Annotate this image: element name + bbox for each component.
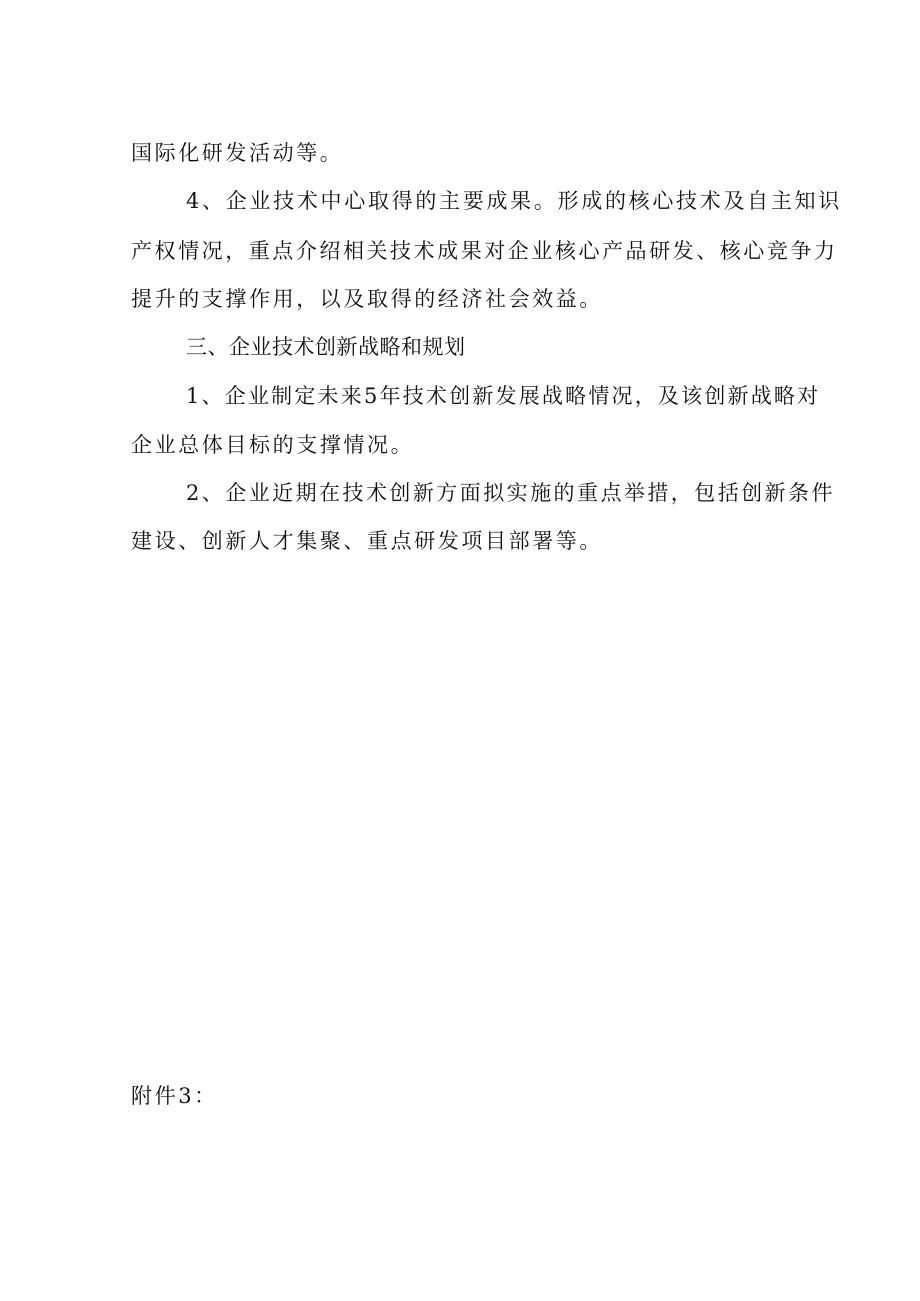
- paragraph-line: 4、企业技术中心取得的主要成果。形成的核心技术及自主知识: [186, 189, 842, 213]
- attachment-label: 附件3：: [131, 1084, 218, 1108]
- paragraph-line: 2、企业近期在技术创新方面拟实施的重点举措，包括创新条件: [186, 481, 835, 505]
- paragraph-line: 企业总体目标的支撑情况。: [131, 433, 415, 457]
- paragraph-line: 建设、创新人才集聚、重点研发项目部署等。: [131, 529, 603, 553]
- section-heading: 三、企业技术创新战略和规划: [186, 335, 466, 359]
- paragraph-line: 1、企业制定未来5年技术创新发展战略情况，及该创新战略对: [186, 384, 821, 408]
- paragraph-line: 提升的支撑作用，以及取得的经济社会效益。: [131, 287, 603, 311]
- paragraph-line: 产权情况，重点介绍相关技术成果对企业核心产品研发、核心竞争力: [131, 239, 838, 263]
- paragraph-line: 国际化研发活动等。: [131, 141, 344, 165]
